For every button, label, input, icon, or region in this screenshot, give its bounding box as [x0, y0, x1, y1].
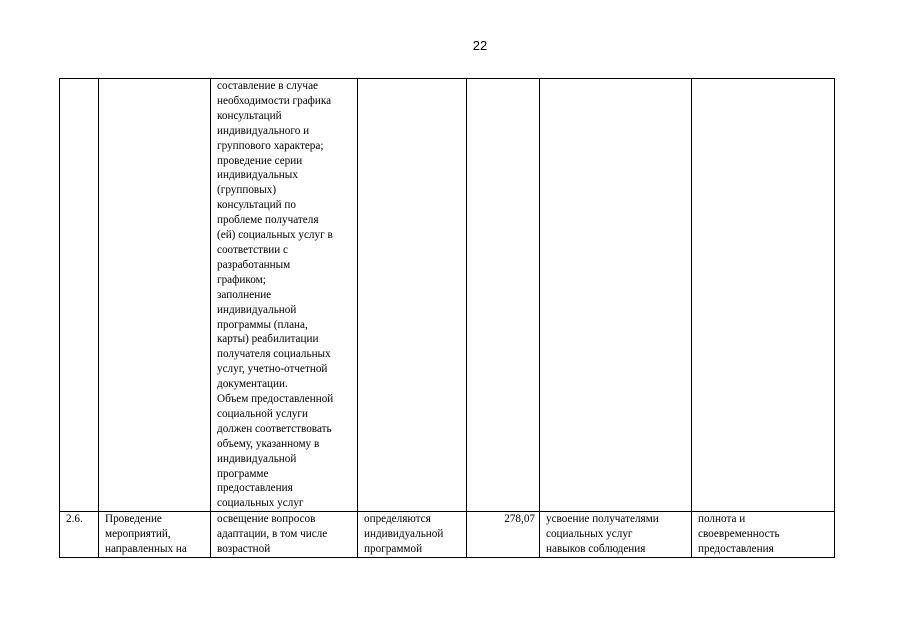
cell-number	[60, 79, 99, 512]
text-line: составление в случае	[217, 80, 318, 92]
text-line: индивидуального и	[217, 124, 310, 137]
text-line: освещение вопросов	[217, 513, 316, 526]
cell-service-content	[211, 512, 358, 558]
text-line: предоставления	[217, 482, 293, 495]
text-line: социальных услуг	[546, 528, 633, 541]
text-line: полнота и	[698, 513, 746, 526]
text-line: индивидуальных	[217, 169, 298, 182]
cell-indicators	[540, 512, 692, 558]
cell-evaluation	[692, 512, 835, 558]
text-line: социальной услуги	[217, 407, 308, 420]
text-line: навыков соблюдения	[546, 543, 646, 556]
text-line: проблеме получателя	[217, 214, 319, 227]
text-line: социальных услуг	[217, 497, 304, 510]
cell-evaluation	[692, 79, 835, 512]
text-line: адаптации, в том числе	[217, 528, 328, 541]
text-line: своевременность	[698, 528, 780, 541]
text-line: должен соответствовать	[217, 422, 332, 435]
text-line: получателя социальных	[217, 348, 331, 361]
text-line: документации.	[217, 378, 288, 391]
text-line: определяются	[364, 513, 431, 526]
services-table	[59, 78, 835, 558]
text-line: необходимости графика	[217, 94, 332, 107]
table-row-continued	[60, 79, 835, 512]
text-line: заполнение	[217, 288, 272, 301]
text-line: (групповых)	[217, 184, 277, 197]
text-line: мероприятий,	[105, 528, 171, 541]
text-line: программы (плана,	[217, 318, 308, 331]
page-number: 22	[472, 38, 488, 53]
text-line: предоставления	[698, 543, 774, 556]
text-line: консультаций по	[217, 199, 296, 212]
text-line: Объем предоставленной	[217, 393, 334, 406]
cell-indicators	[540, 79, 692, 512]
text-line: графиком;	[217, 273, 266, 286]
text-line: консультаций	[217, 109, 282, 122]
text-line: проведение серии	[217, 154, 303, 167]
cell-price	[467, 512, 540, 558]
cell-period	[358, 512, 467, 558]
cell-service-name	[99, 512, 211, 558]
cell-service-content	[211, 79, 358, 512]
text-line: Проведение	[105, 513, 162, 526]
text-line: индивидуальной	[364, 528, 444, 541]
text-line: направленных на	[105, 543, 187, 556]
text-line: (ей) социальных услуг в	[217, 229, 333, 242]
text-line: группового характера;	[217, 139, 324, 152]
text-line: карты) реабилитации	[217, 333, 319, 346]
cell-period	[358, 79, 467, 512]
text-line: индивидуальной	[217, 303, 297, 316]
text-line: разработанным	[217, 258, 291, 271]
text-line: объему, указанному в	[217, 437, 320, 450]
text-line: индивидуальной	[217, 452, 297, 465]
cell-service-name	[99, 79, 211, 512]
table-row-2-6	[60, 512, 835, 558]
text-line: программе	[217, 467, 269, 480]
text-line: усвоение получателями	[546, 513, 659, 526]
text-line: возрастной	[217, 543, 271, 556]
price-value: 278,07	[504, 513, 535, 526]
cell-price	[467, 79, 540, 512]
text-line: программой	[364, 543, 423, 556]
text-line: услуг, учетно-отчетной	[217, 363, 328, 376]
row-number: 2.6.	[66, 513, 83, 526]
text-line: соответствии с	[217, 243, 288, 256]
cell-number	[60, 512, 99, 558]
